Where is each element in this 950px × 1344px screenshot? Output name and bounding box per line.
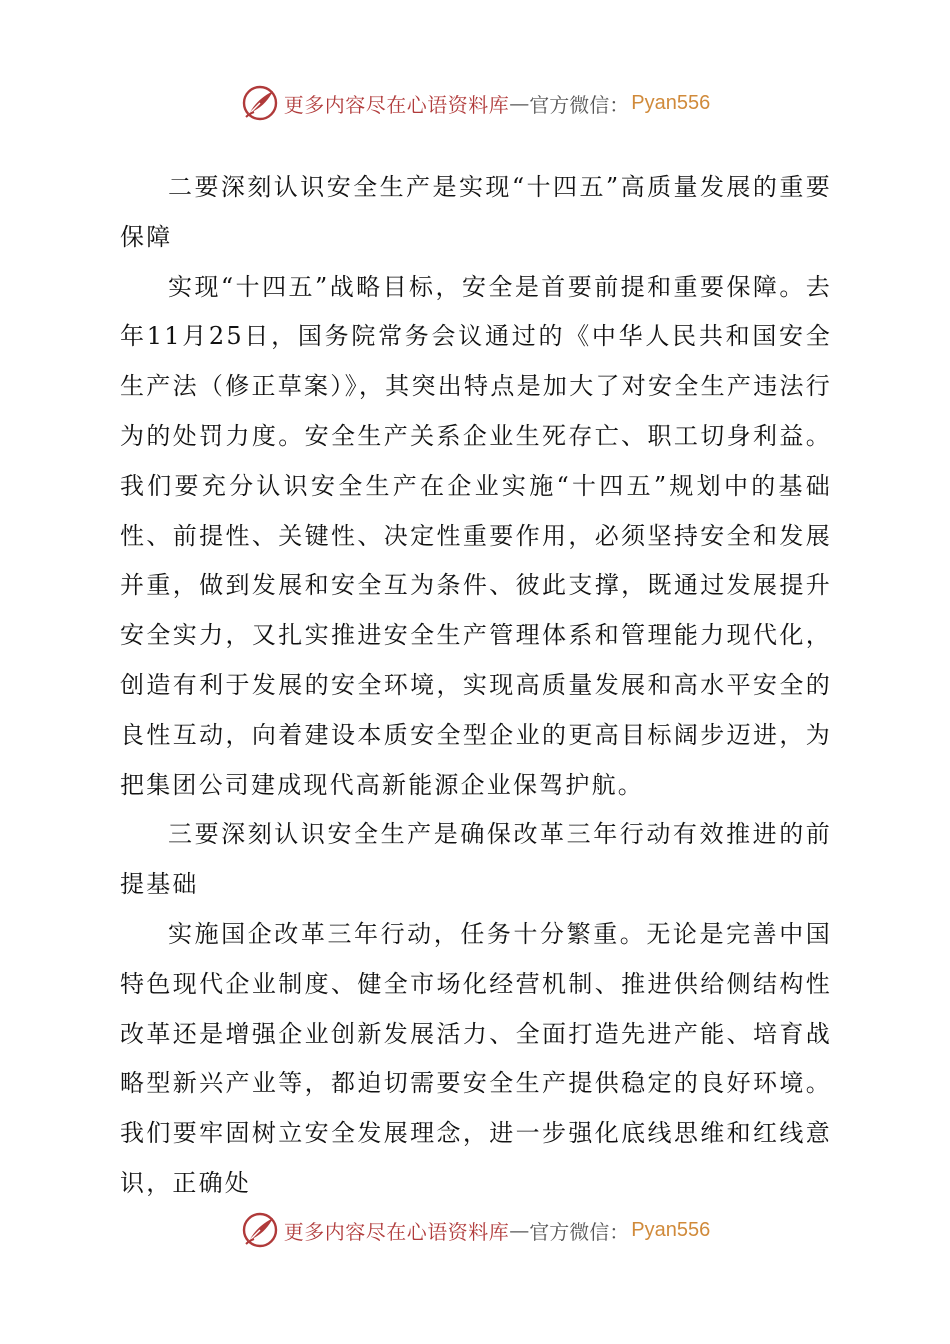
document-body [120, 163, 832, 1209]
body-paragraph-2: 实施国企改革三年行动，任务十分繁重。无论是完善中国特色现代企业制度、健全市场化经营机制、推进供给侧结构性改革还是增强企业创新发展活力、全面打造先进产能、培育战略型新兴产业等，都迫切需要安全生产提供稳定的良好环境。我们要牢固树立安全发展理念，进一步强化底线思维和红线意识，正确处 [120, 919, 832, 1197]
section-heading-2: 二要深刻认识安全生产是实现“十四五”高质量发展的重要保障 [120, 173, 832, 251]
header-brand-text: 更多内容尽在心语资料库 [283, 92, 510, 117]
header-separator: — [509, 91, 530, 115]
footer-wechat-label: 官方微信： [529, 1219, 630, 1244]
footer-wechat-id: Pyan556 [631, 1218, 711, 1241]
footer-banner [0, 1207, 950, 1253]
footer-brand-text: 更多内容尽在心语资料库 [283, 1219, 510, 1244]
quill-logo-icon [240, 83, 280, 123]
quill-logo-icon [240, 1210, 280, 1250]
header-banner [0, 80, 950, 126]
body-paragraph-1: 实现“十四五”战略目标，安全是首要前提和重要保障。去年11月25日，国务院常务会议通过的《中华人民共和国安全生产法（修正草案）》，其突出特点是加大了对安全生产违法行为的处罚力度。安全生产关系企业生死存亡、职工切身利益。我们要充分认识安全生产在企业实施“十四五”规划中的基础性、前提性、关键性、决定性重要作用，必须坚持安全和发展并重，做到发展和安全互为条件、彼此支撑，既通过发展提升安全实力，又扎实推进安全生产管理体系和管理能力现代化，创造有利于发展的安全环境，实现高质量发展和高水平安全的良性互动，向着建设本质安全型企业的更高目标阔步迈进，为把集团公司建成现代高新能源企业保驾护航。 [120, 272, 832, 799]
header-wechat-label: 官方微信： [529, 92, 630, 117]
footer-separator: — [509, 1218, 530, 1242]
section-heading-3: 三要深刻认识安全生产是确保改革三年行动有效推进的前提基础 [120, 820, 832, 899]
header-wechat-id: Pyan556 [631, 91, 711, 114]
